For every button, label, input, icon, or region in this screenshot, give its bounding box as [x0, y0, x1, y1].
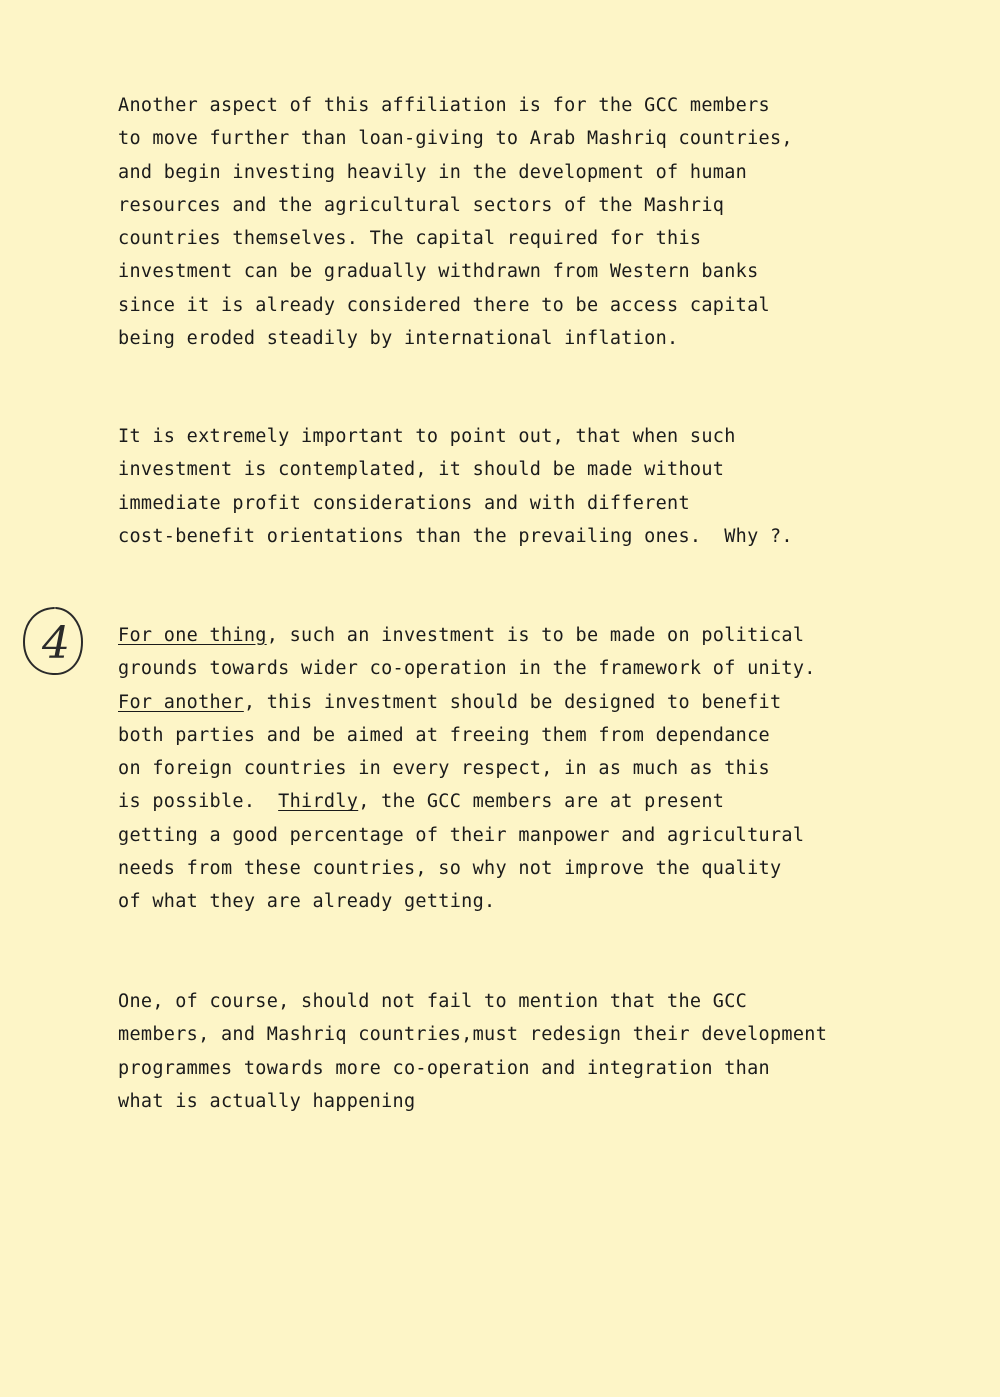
text-line: [118, 785, 816, 818]
text-line: [118, 520, 793, 553]
text-line: [118, 686, 816, 719]
text-line: [118, 189, 793, 222]
text-segment: investment can be gradually withdrawn from Western banks: [118, 261, 759, 283]
text-segment: It is extremely important to point out, that when such: [118, 426, 736, 447]
text-line: [118, 255, 793, 288]
paragraph-4: [118, 985, 827, 1118]
underlined-phrase: Thirdly: [278, 791, 359, 813]
text-line: [118, 985, 827, 1018]
text-line: [118, 885, 816, 918]
text-line: [118, 652, 816, 685]
text-segment: programmes towards more co-operation and integration than: [118, 1057, 770, 1079]
text-line: [118, 1052, 827, 1085]
text-line: [118, 453, 793, 486]
text-line: [118, 89, 793, 122]
text-segment: , such an investment is to be made on political: [266, 625, 805, 646]
text-segment: members, and Mashriq countries,must redesign their development: [118, 1024, 828, 1046]
text-segment: of what they are already getting.: [118, 891, 496, 913]
text-line: [118, 222, 793, 255]
text-line: [118, 289, 793, 322]
text-line: [118, 322, 793, 355]
text-line: [118, 752, 816, 785]
text-segment: being eroded steadily by international inflation.: [118, 328, 679, 350]
text-segment: resources and the agricultural sectors of the Mashriq: [118, 194, 725, 216]
text-line: [118, 1018, 827, 1051]
underlined-phrase: For one thing: [118, 625, 267, 646]
text-line: [118, 819, 816, 852]
page-number-text: 4: [42, 618, 70, 669]
text-segment: Another aspect of this affiliation is for the GCC members: [118, 95, 770, 116]
text-line: [118, 719, 816, 752]
text-line: [118, 619, 816, 652]
handwritten-page-number: [18, 600, 88, 680]
text-segment: to move further than loan-giving to Arab Mashriq countries,: [118, 128, 793, 150]
text-line: [118, 122, 793, 155]
text-segment: what is actually happening: [118, 1090, 416, 1112]
text-segment: getting a good percentage of their manpower and agricultural: [118, 824, 805, 846]
underlined-phrase: For another: [118, 691, 244, 713]
text-segment: since it is already considered there to be access capital: [118, 294, 770, 316]
text-segment: grounds towards wider co-operation in the framework of unity.: [118, 658, 816, 680]
text-segment: immediate profit considerations and with different: [118, 492, 690, 514]
text-segment: and begin investing heavily in the development of human: [118, 161, 748, 183]
text-segment: countries themselves. The capital required for this: [118, 228, 702, 250]
text-line: [118, 1085, 827, 1118]
text-segment: is possible.: [118, 791, 279, 813]
text-segment: needs from these countries, so why not improve the quality: [118, 858, 782, 880]
paragraph-2: [118, 420, 793, 553]
text-segment: cost-benefit orientations than the prevailing ones. Why ?.: [118, 525, 793, 547]
text-line: [118, 156, 793, 189]
paragraph-3: [118, 619, 816, 919]
text-segment: investment is contemplated, it should be made without: [118, 459, 725, 481]
paragraph-1: [118, 89, 793, 355]
text-segment: , the GCC members are at present: [358, 791, 725, 813]
text-segment: One, of course, should not fail to mention that the GCC: [118, 991, 748, 1012]
text-segment: both parties and be aimed at freeing them from dependance: [118, 724, 770, 746]
text-line: [118, 420, 793, 453]
text-segment: , this investment should be designed to benefit: [243, 691, 782, 713]
text-line: [118, 852, 816, 885]
text-line: [118, 487, 793, 520]
text-segment: on foreign countries in every respect, in as much as this: [118, 758, 770, 780]
